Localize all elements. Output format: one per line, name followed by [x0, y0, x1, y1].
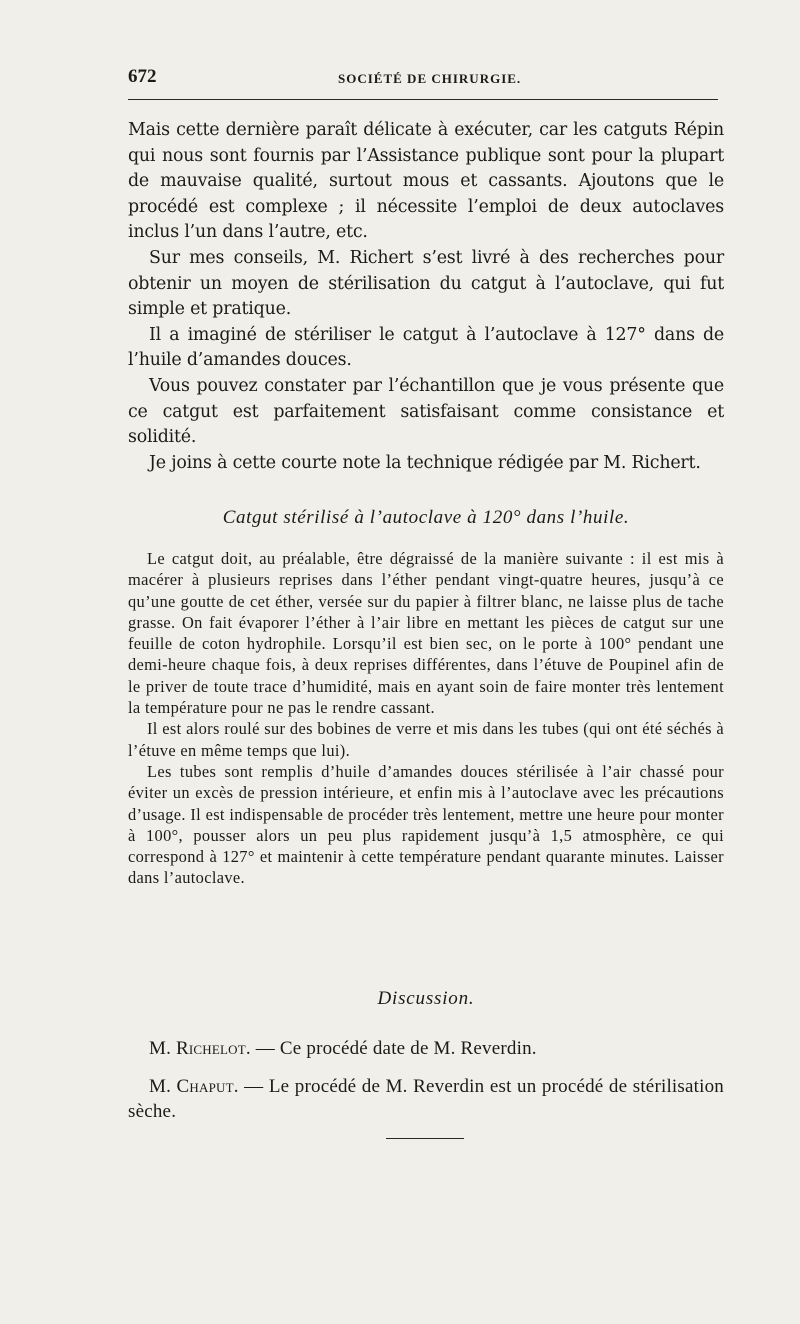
section-title: Catgut stérilisé à l’autoclave à 120° dans l’huile.	[222, 507, 630, 528]
body-paragraph: Sur mes conseils, M. Richert s’est livré à des recherches pour obtenir un moyen de stérilisation du catgut à l’autoclave, qui fut simple et pratique.	[128, 247, 724, 320]
discussion-entry	[128, 1074, 724, 1124]
body-text	[128, 118, 724, 476]
body-paragraph: Mais cette dernière paraît délicate à exécuter, car les catguts Répin qui nous sont fournis par l’Assistance publique sont pour la plupart de mauvaise qualité, surtout mous et cassants. Ajoutons que le procédé est complexe ; il nécessite l’emploi de deux autoclaves inclus l’un dans l’autre, etc.	[128, 120, 724, 243]
section-paragraph: Les tubes sont remplis d’huile d’amandes douces stérilisée à l’air chassé pour éviter un excès de pression intérieure, et enfin mis à l’autoclave avec les précautions d’usage. Il est indispensable de procéder très lentement, mettre une heure pour monter à 100°, pousser alors un peu plus rapidement jusqu’à 1,5 atmosphère, ce qui correspond à 127° et maintenir à cette température pendant quarante minutes. Laisser dans l’autoclave.	[128, 761, 724, 888]
discussion-text: — Le procédé de M. Reverdin est un procédé de stérilisation sèche.	[128, 1076, 724, 1122]
body-paragraph: Il a imaginé de stériliser le catgut à l’autoclave à 127° dans de l’huile d’amandes douces.	[128, 324, 724, 371]
discussion-text: — Ce procédé date de M. Reverdin.	[250, 1038, 537, 1059]
end-rule	[386, 1138, 464, 1139]
discussion-title: Discussion.	[377, 988, 475, 1009]
body-paragraph: Je joins à cette courte note la technique rédigée par M. Richert.	[149, 452, 701, 473]
section-paragraph: Il est alors roulé sur des bobines de verre et mis dans les tubes (qui ont été séchés à l’étuve en même temps que lui).	[128, 719, 724, 760]
header-rule	[128, 99, 718, 100]
page-number: 672	[128, 66, 157, 87]
discussion-entry	[128, 1036, 724, 1061]
section-text	[128, 548, 724, 889]
speaker-name: M. Chaput.	[149, 1076, 239, 1097]
body-paragraph: Vous pouvez constater par l’échantillon que je vous présente que ce catgut est parfaitement satisfaisant comme consistance et solidité.	[128, 375, 724, 448]
speaker-name: M. Richelot.	[149, 1038, 251, 1059]
page-header	[128, 66, 718, 90]
discussion	[128, 1036, 724, 1137]
section-paragraph: Le catgut doit, au préalable, être dégraissé de la manière suivante : il est mis à macérer à plusieurs reprises dans l’éther pendant vingt-quatre heures, jusqu’à ce qu’une goutte de cet éther, versée sur du papier à filtrer blanc, ne laisse plus de tache grasse. On fait évaporer l’éther à l’air libre en mettant les pièces de catgut sur une feuille de coton hydrophile. Lorsqu’il est bien sec, on le porte à 100° pendant une demi-heure chaque fois, à deux reprises différentes, dans l’étuve de Poupinel afin de le priver de toute trace d’humidité, mais en ayant soin de faire monter très lentement la température pour ne pas le rendre cassant.	[128, 549, 724, 718]
running-title: SOCIÉTÉ DE CHIRURGIE.	[338, 71, 522, 86]
